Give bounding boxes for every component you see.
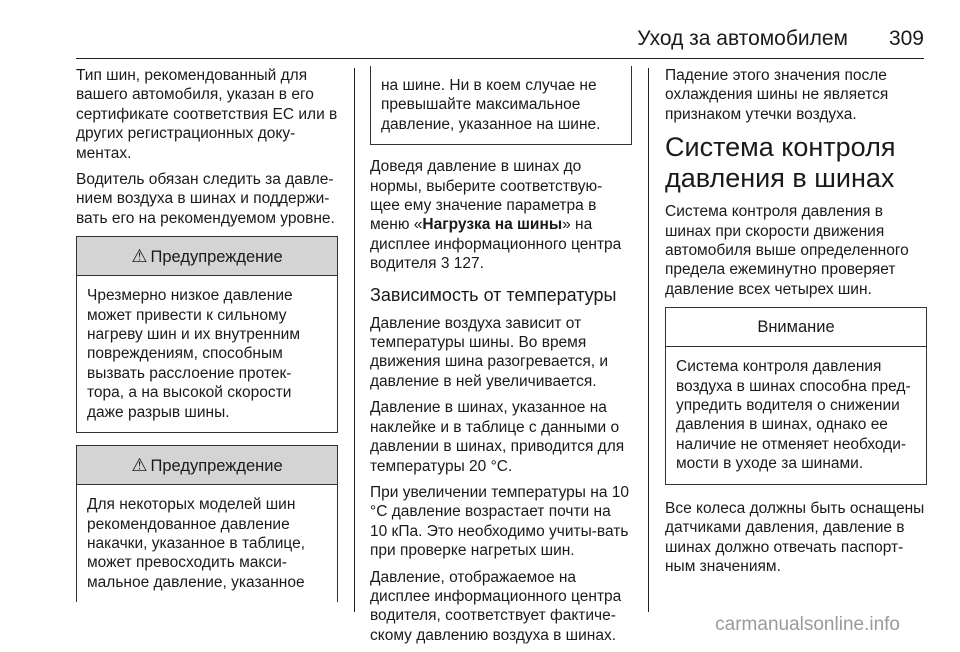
warning-box-2 — [76, 445, 338, 602]
notice-header: Внимание — [666, 308, 926, 347]
page-header-title: Уход за автомобилем — [637, 27, 848, 50]
paragraph-load-menu: Доведя давление в шинах до нормы, выберите соответствую-щее ему значение параметра в меню «Нагрузка на шины» на дисплее информационного центра водителя 3 127. — [370, 158, 622, 273]
paragraph-tpms: Система контроля давления в шинах при скорости движения автомобиля выше определенного предела ежеминутно проверяет давление всех четырех шин. — [665, 203, 909, 298]
watermark: carmanualsonline.info — [715, 614, 900, 635]
column-divider-1 — [354, 68, 355, 612]
paragraph-driver-duty: Водитель обязан следить за давле-нием воздуха в шинах и поддержи-вать его на рекомендуемом уровне. — [76, 171, 335, 227]
warning-text-1: Чрезмерно низкое давление может привести к сильному нагреву шин и их внутренним повреждениям, способным вызвать расслоение протек-тора, а на высокой скорости даже разрыв шины. — [87, 287, 300, 421]
paragraph-temperature-3: При увеличении температуры на 10 °C давление возрастает почти на 10 кПа. Это необходимо учиты-вать при проверке нагретых шин. — [370, 483, 629, 560]
notice-box — [665, 307, 927, 484]
paragraph-temperature-4: Давление, отображаемое на дисплее информационного центра водителя, соответствует фактиче-скому давлению воздуха в шинах. — [370, 568, 622, 644]
warning-header-2 — [77, 446, 337, 485]
header-rule — [76, 58, 924, 59]
paragraph-temperature-1: Давление воздуха зависит от температуры шины. Во время движения шина разогревается, и давление в ней увеличивается. — [370, 314, 609, 390]
warning-text-2-continued: на шине. Ни в коем случае не превышайте максимальное давление, указанное на шине. — [381, 77, 601, 133]
paragraph-temperature-2: Давление в шинах, указанное на наклейке и в таблице с данными о давлении в шинах, приводится для температуры 20 °C. — [370, 399, 625, 475]
warning-box-2-continued — [370, 66, 632, 145]
heading-temperature: Зависимость от температуры — [370, 284, 617, 305]
warning-title-1: Предупреждение — [150, 248, 283, 267]
paragraph-cooling: Падение этого значения после охлаждения шины не является признаком утечки воздуха. — [665, 67, 889, 123]
warning-box-1 — [76, 236, 338, 433]
page-reference: 3 127. — [440, 255, 484, 273]
paragraph-sensors: Все колеса должны быть оснащены датчиками давления, давление в шинах должно отвечать паспорт-ным значениям. — [665, 499, 925, 575]
paragraph-tyre-type: Тип шин, рекомендованный для вашего автомобиля, указан в его сертификате соответствия ЕС или в других регистрационных доку-ментах. — [76, 67, 338, 162]
page-number: 309 — [888, 27, 924, 50]
column-1 — [76, 66, 338, 612]
column-2 — [370, 66, 632, 652]
warning-triangle-icon: ⚠ — [131, 455, 148, 476]
heading-tpms: Система контроля давления в шинах — [665, 132, 896, 194]
warning-header-1 — [77, 237, 337, 276]
menu-item-tyre-load: Нагрузка на шины — [422, 216, 563, 234]
warning-triangle-icon: ⚠ — [131, 246, 148, 267]
column-3 — [665, 66, 927, 583]
notice-text: Система контроля давления воздуха в шинах способна пред-упредить водителя о снижении давления в шинах, однако ее наличие не отменяет необходи-мости в уходе за шинами. — [676, 358, 911, 473]
warning-text-2: Для некоторых моделей шин рекомендованное давление накачки, указанное в таблице, может превосходить макси-мальное давление, указанное — [87, 496, 306, 591]
column-divider-2 — [648, 68, 649, 612]
warning-title-2: Предупреждение — [150, 457, 283, 476]
